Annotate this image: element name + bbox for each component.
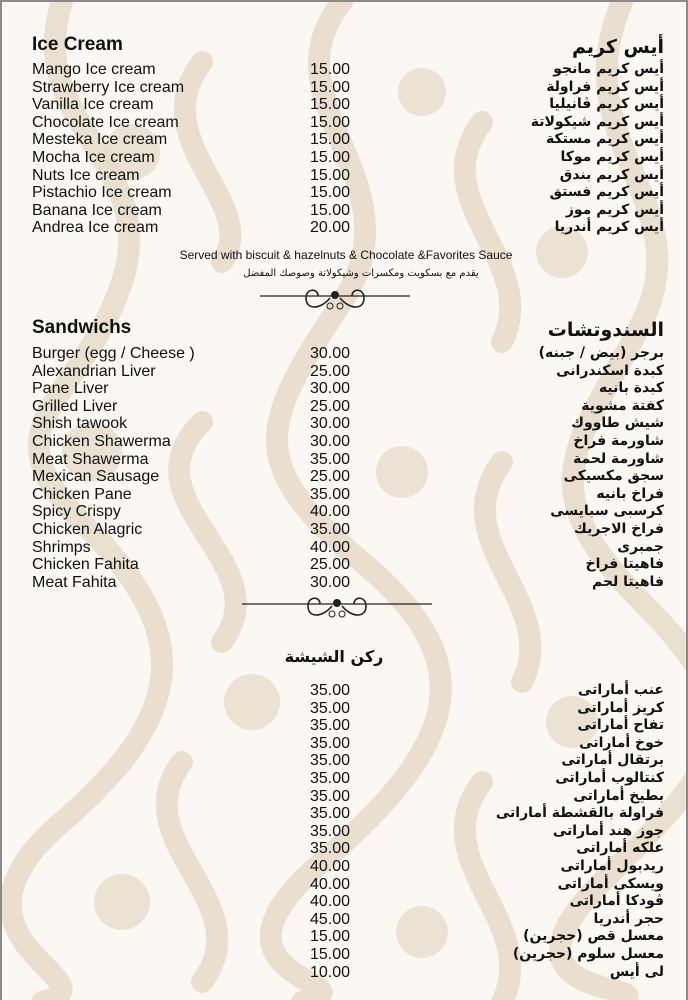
menu-item-row [2, 946, 688, 964]
ice-cream-title-en: Ice Cream [32, 34, 123, 55]
item-price: 35.00 [310, 734, 351, 752]
item-name-en: Chocolate Ice cream [32, 113, 179, 131]
menu-item-row [2, 876, 688, 894]
shisha-title: ركن الشيشة [284, 647, 384, 666]
item-name-ar: علكه أماراتى [576, 840, 664, 857]
item-price: 35.00 [310, 682, 351, 699]
menu-item-row [2, 717, 688, 735]
item-price: 15.00 [310, 928, 351, 946]
item-name-ar: كبدة بانيه [598, 380, 664, 397]
ice-cream-note-ar: يقدم مع بسكويت ومكسرات وشيكولاتة وصوصك المفضل [243, 268, 479, 279]
item-name-en: Pistachio Ice cream [32, 184, 172, 202]
item-price: 45.00 [310, 910, 351, 928]
item-price: 20.00 [310, 219, 351, 237]
menu-item-row [2, 858, 688, 876]
menu-item-row [2, 805, 688, 823]
item-price: 15.00 [310, 131, 351, 149]
menu-item-row [2, 770, 688, 788]
item-name-en: Chicken Alagric [32, 521, 143, 538]
item-name-ar: سجق مكسيكى [563, 468, 664, 485]
item-name-en: Nuts Ice cream [32, 166, 140, 184]
item-name-ar: كرسبى سبايسى [550, 503, 664, 520]
item-name-ar: شاورمة لحمة [572, 450, 664, 467]
item-name-en: Mesteka Ice cream [32, 131, 168, 149]
item-price: 30.00 [310, 415, 351, 433]
item-name-en: Burger (egg / Cheese ) [32, 345, 195, 362]
item-price: 40.00 [310, 858, 351, 875]
item-name-en: Mango Ice cream [32, 61, 156, 78]
menu-item-row [2, 823, 688, 841]
item-price: 35.00 [310, 699, 351, 717]
item-price: 25.00 [310, 556, 351, 574]
item-name-ar: أيس كريم مستكة [546, 131, 664, 148]
item-name-en: Mexican Sausage [32, 468, 160, 486]
item-price: 15.00 [310, 61, 351, 78]
item-price: 35.00 [310, 805, 351, 823]
item-name-en: Shish tawook [32, 415, 128, 433]
item-price: 35.00 [310, 787, 351, 805]
item-name-ar: برجر (بيض / جبنه) [538, 345, 664, 361]
item-price: 35.00 [310, 450, 351, 468]
item-name-ar: بطيخ أماراتى [573, 787, 664, 804]
sandwiches-title-ar: السندوتشات [547, 319, 664, 341]
item-name-ar: فراخ الاجريك [574, 521, 664, 537]
item-name-en: Shrimps [32, 538, 91, 556]
item-price: 25.00 [310, 468, 351, 486]
item-name-en: Grilled Liver [32, 397, 118, 415]
menu-item-row [2, 700, 688, 718]
item-name-ar: ويسكى أماراتى [557, 875, 664, 892]
item-price: 15.00 [310, 166, 351, 184]
sandwiches-title-en: Sandwichs [32, 317, 132, 338]
menu-item-row [2, 682, 688, 700]
menu-item-row [2, 788, 688, 806]
item-price: 35.00 [310, 752, 351, 770]
item-name-en: Chicken Shawerma [32, 433, 171, 450]
item-name-en: Meat Fahita [32, 573, 117, 591]
item-name-ar: أيس كريم موكا [560, 149, 664, 165]
item-price: 40.00 [310, 875, 351, 893]
item-price: 10.00 [310, 963, 351, 981]
item-name-ar: كريز أماراتى [577, 699, 664, 716]
item-price: 15.00 [310, 149, 351, 166]
item-name-ar: جمبرى [617, 538, 664, 555]
item-name-ar: أيس كريم ڤانيليا [549, 96, 664, 113]
item-name-ar: كفتة مشوية [581, 397, 664, 414]
menu-item-row [2, 840, 688, 858]
item-name-ar: فراولة بالقشطة أماراتى [495, 805, 664, 822]
item-name-en: Mocha Ice cream [32, 149, 155, 166]
item-name-en: Spicy Crispy [32, 503, 121, 521]
item-name-en: Banana Ice cream [32, 201, 162, 219]
item-price: 35.00 [310, 521, 351, 538]
item-price: 35.00 [310, 485, 351, 503]
item-name-ar: برتقال أماراتى [561, 752, 664, 769]
item-name-ar: فراخ بانيه [596, 485, 664, 502]
item-name-ar: ڤودكا أماراتى [569, 893, 664, 910]
item-price: 35.00 [310, 822, 351, 840]
item-name-ar: أيس كريم فراولة [546, 78, 664, 95]
item-price: 30.00 [310, 380, 351, 398]
item-name-ar: عنب أماراتى [578, 682, 664, 698]
shisha-section [2, 2, 688, 1000]
item-name-ar: خوخ أماراتى [579, 734, 664, 751]
menu-item-row [2, 964, 688, 982]
item-name-ar: تفاح أماراتى [577, 717, 664, 734]
item-name-ar: أيس كريم موز [565, 201, 664, 218]
item-name-ar: أيس كريم أندريا [554, 219, 664, 236]
item-name-ar: أيس كريم مانجو [553, 61, 664, 77]
item-name-ar: فاهيتا فراخ [585, 556, 664, 573]
item-price: 40.00 [310, 538, 351, 556]
item-name-en: Chicken Pane [32, 485, 132, 503]
item-price: 15.00 [310, 184, 351, 202]
menu-item-row [2, 911, 688, 929]
item-name-ar: لى أيس [609, 963, 664, 980]
menu-item-row [2, 928, 688, 946]
item-name-ar: أيس كريم شيكولاتة [530, 113, 664, 130]
menu-item-row [2, 735, 688, 753]
item-price: 15.00 [310, 201, 351, 219]
item-price: 35.00 [310, 717, 351, 735]
item-name-ar: معسل قص (حجرين) [523, 928, 664, 945]
item-name-en: Andrea Ice cream [32, 219, 159, 237]
item-name-ar: فاهيتا لحم [591, 573, 664, 590]
item-price: 30.00 [310, 345, 351, 362]
item-name-en: Alexandrian Liver [32, 362, 156, 380]
ice-cream-title-ar: أيس كريم [571, 36, 664, 58]
item-name-en: Strawberry Ice cream [32, 78, 185, 96]
item-name-ar: جوز هند أماراتى [552, 822, 664, 839]
item-name-ar: كبدة اسكندرانى [556, 362, 664, 379]
item-price: 15.00 [310, 113, 351, 131]
item-price: 30.00 [310, 573, 351, 591]
item-name-ar: أيس كريم فستق [549, 184, 664, 201]
item-name-ar: شيش طاووك [571, 415, 664, 432]
item-price: 40.00 [310, 893, 351, 911]
ice-cream-note-en: Served with biscuit & hazelnuts & Chocolate &Favorites Sauce [179, 248, 513, 262]
menu-item-row [2, 893, 688, 911]
menu-item-row [2, 752, 688, 770]
item-price: 25.00 [310, 362, 351, 380]
item-name-en: Vanilla Ice cream [32, 96, 154, 114]
item-name-ar: حجر أندريا [593, 910, 664, 927]
item-price: 15.00 [310, 78, 351, 96]
item-name-ar: أيس كريم بندق [559, 166, 664, 183]
item-price: 15.00 [310, 96, 351, 114]
item-price: 25.00 [310, 397, 351, 415]
item-name-ar: معسل سلوم (حجرين) [512, 946, 664, 962]
item-price: 30.00 [310, 433, 351, 450]
item-price: 40.00 [310, 503, 351, 521]
item-price: 15.00 [310, 946, 351, 963]
item-name-en: Chicken Fahita [32, 556, 139, 574]
item-price: 35.00 [310, 840, 351, 858]
item-name-ar: ريدبول أماراتى [560, 858, 664, 874]
item-name-ar: كنتالوب أماراتى [555, 770, 664, 786]
item-name-en: Pane Liver [32, 380, 109, 398]
item-name-ar: شاورمة فراخ [573, 433, 664, 449]
item-name-en: Meat Shawerma [32, 450, 149, 468]
item-price: 35.00 [310, 770, 351, 787]
